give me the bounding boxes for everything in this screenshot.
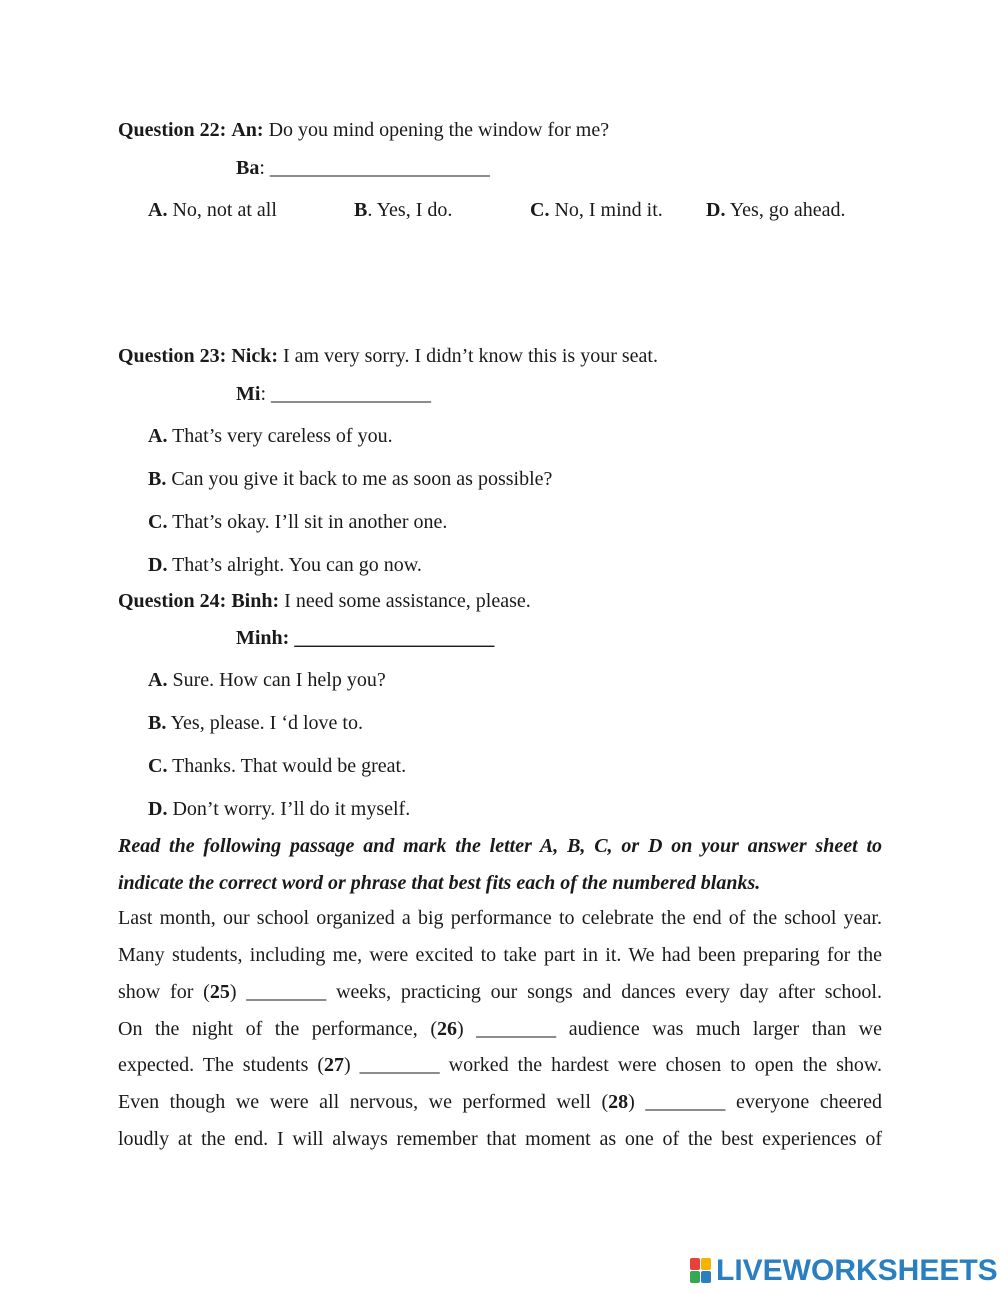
passage-line-2: Many students, including me, were excited to take part in it. We had been preparing for the <box>118 944 882 966</box>
q23-prompt <box>118 344 658 368</box>
q22-blank[interactable]: : ______________________ <box>259 157 490 179</box>
liveworksheets-logo <box>690 1254 998 1288</box>
q23-speaker2: Mi <box>236 383 261 405</box>
blank-27[interactable]: ) ________ worked the hardest were chosen to open the show. <box>344 1054 882 1076</box>
option-letter: A. <box>148 669 168 691</box>
q24-response[interactable] <box>236 626 494 650</box>
blank-26[interactable]: ) ________ audience was much larger than we <box>456 1018 882 1040</box>
option-text: Can you give it back to me as soon as possible? <box>166 468 553 490</box>
instruction-line-2: indicate the correct word or phrase that best fits each of the numbered blanks. <box>118 872 761 894</box>
q24-label: Question 24: <box>118 590 227 612</box>
q22-option-d[interactable] <box>706 198 845 222</box>
option-letter: D. <box>706 199 726 221</box>
q24-option-c[interactable] <box>148 754 406 778</box>
passage-line-4 <box>118 1017 882 1041</box>
passage-line-7: loudly at the end. I will always remember that moment as one of the best experiences of <box>118 1128 882 1150</box>
passage-text: On the night of the performance, ( <box>118 1018 437 1040</box>
q22-text1: Do you mind opening the window for me? <box>263 119 610 141</box>
instruction-line-1: Read the following passage and mark the letter A, B, C, or D on your answer sheet to <box>118 835 882 857</box>
q22-option-b[interactable] <box>354 198 452 222</box>
option-letter: A. <box>148 425 168 447</box>
q22-speaker1: An: <box>231 119 264 141</box>
option-text: Yes, please. I ‘d love to. <box>166 712 363 734</box>
q24-option-b[interactable] <box>148 711 363 735</box>
blank-number-28: 28 <box>608 1091 629 1113</box>
q24-speaker2-blank[interactable]: Minh: ____________________ <box>236 627 495 649</box>
option-letter: D. <box>148 554 168 576</box>
option-text: Don’t worry. I’ll do it myself. <box>167 798 411 820</box>
q23-speaker1: Nick: <box>231 345 279 367</box>
option-letter: C. <box>148 511 168 533</box>
option-letter: C. <box>530 199 550 221</box>
logo-text: LIVEWORKSHEETS <box>716 1254 998 1287</box>
q24-text1: I need some assistance, please. <box>279 590 531 612</box>
option-text: Yes, go ahead. <box>725 199 846 221</box>
option-letter: C. <box>148 755 168 777</box>
q24-speaker1: Binh: <box>231 590 280 612</box>
blank-number-25: 25 <box>209 981 230 1003</box>
option-text: No, I mind it. <box>549 199 663 221</box>
q23-option-a[interactable] <box>148 424 393 448</box>
q22-prompt <box>118 118 609 142</box>
q22-response[interactable] <box>236 156 490 180</box>
option-text: Thanks. That would be great. <box>167 755 407 777</box>
blank-number-27: 27 <box>324 1054 345 1076</box>
q23-text1: I am very sorry. I didn’t know this is your seat. <box>278 345 658 367</box>
blank-28[interactable]: ) ________ everyone cheered <box>628 1091 883 1113</box>
option-text: Sure. How can I help you? <box>167 669 386 691</box>
option-letter: A. <box>148 199 168 221</box>
logo-mark-icon <box>690 1258 712 1284</box>
option-letter: D. <box>148 798 168 820</box>
q22-label: Question 22: <box>118 119 227 141</box>
q24-option-a[interactable] <box>148 668 386 692</box>
q23-option-d[interactable] <box>148 553 422 577</box>
q23-label: Question 23: <box>118 345 227 367</box>
option-text: No, not at all <box>167 199 277 221</box>
q24-option-d[interactable] <box>148 797 410 821</box>
option-text: That’s alright. You can go now. <box>167 554 422 576</box>
option-text: That’s very careless of you. <box>167 425 393 447</box>
passage-text: show for ( <box>118 981 210 1003</box>
blank-25[interactable]: ) ________ weeks, practicing our songs and dances every day after school. <box>229 981 882 1003</box>
passage-line-5 <box>118 1053 882 1077</box>
passage-line-1: Last month, our school organized a big performance to celebrate the end of the school year. <box>118 907 882 929</box>
q22-option-c[interactable] <box>530 198 663 222</box>
passage-text: expected. The students ( <box>118 1054 325 1076</box>
q22-option-a[interactable] <box>148 198 277 222</box>
q23-option-c[interactable] <box>148 510 447 534</box>
q23-blank[interactable]: : ________________ <box>260 383 431 405</box>
option-letter: B. <box>148 468 167 490</box>
q24-prompt <box>118 589 531 613</box>
q23-option-b[interactable] <box>148 467 552 491</box>
passage-line-6 <box>118 1090 882 1114</box>
option-text: . Yes, I do. <box>367 199 453 221</box>
q23-response[interactable] <box>236 382 431 406</box>
q22-options <box>148 198 908 222</box>
option-letter: B <box>354 199 368 221</box>
q22-speaker2: Ba <box>236 157 260 179</box>
option-letter: B. <box>148 712 167 734</box>
passage-text: Even though we were all nervous, we performed well ( <box>118 1091 609 1113</box>
passage-line-3 <box>118 980 882 1004</box>
option-text: That’s okay. I’ll sit in another one. <box>167 511 448 533</box>
blank-number-26: 26 <box>436 1018 457 1040</box>
